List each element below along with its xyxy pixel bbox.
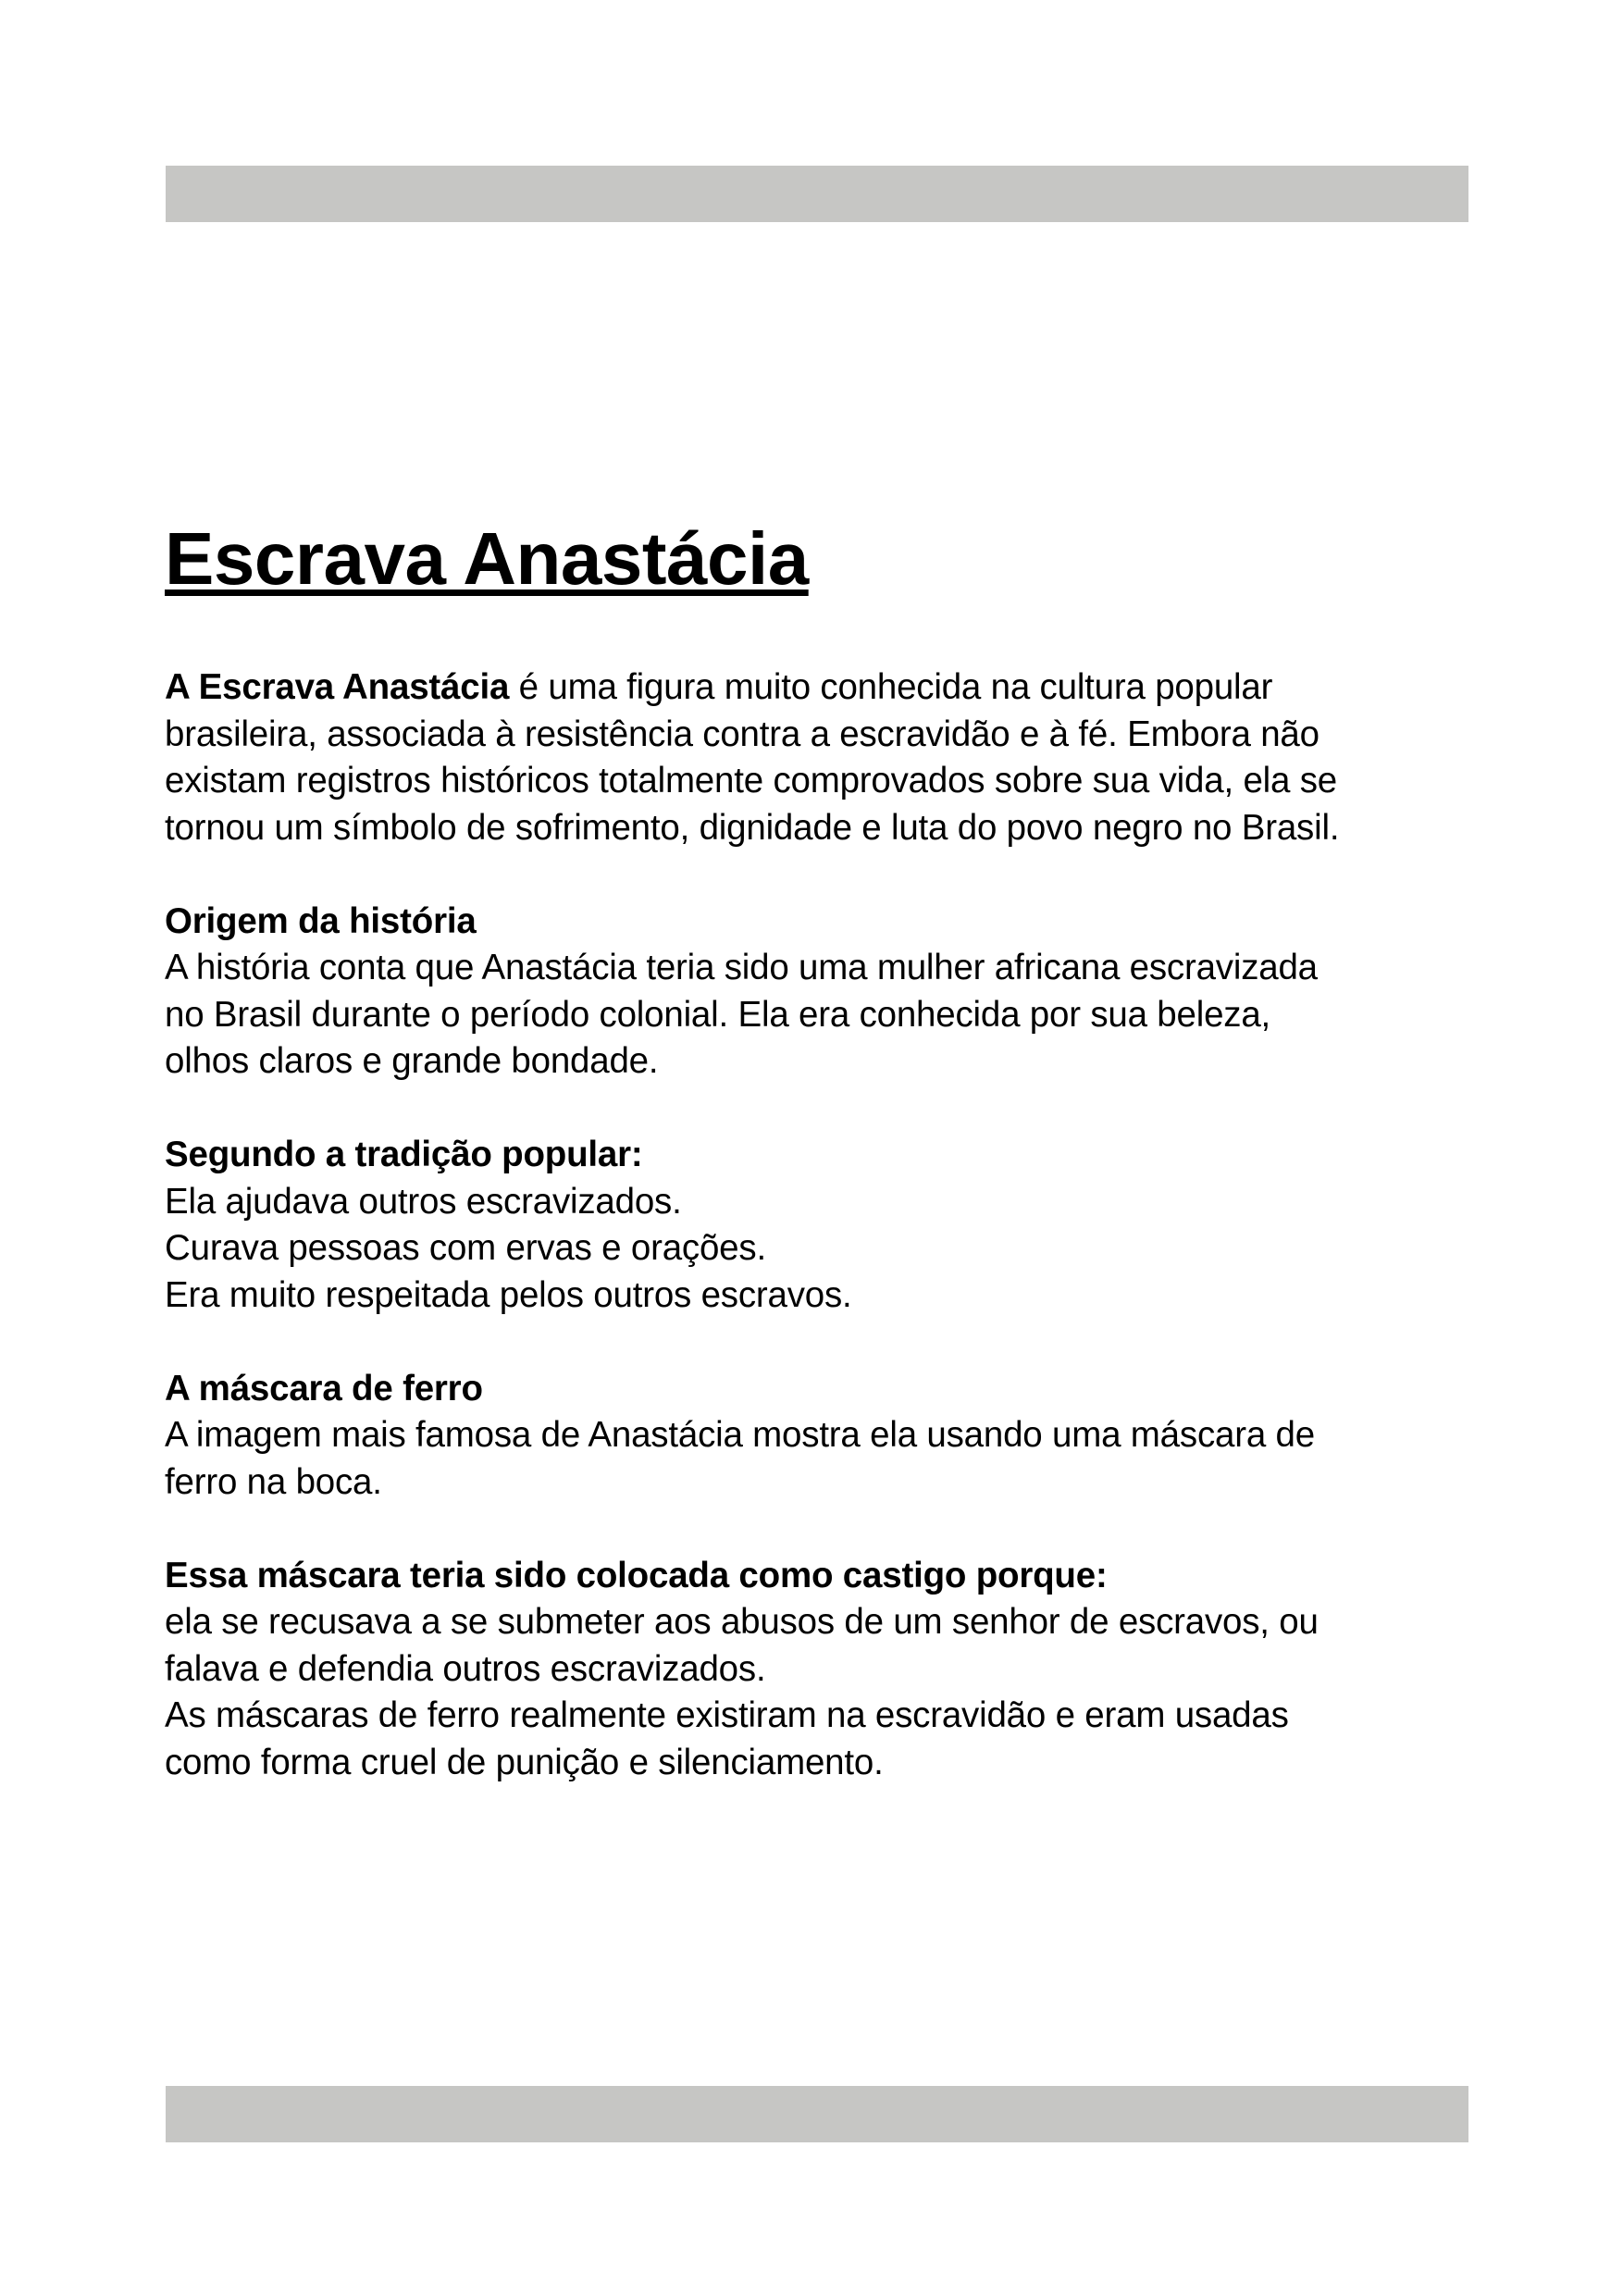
section-heading: A máscara de ferro [165, 1368, 483, 1409]
document-title: Escrava Anastácia [165, 517, 809, 600]
section-line: A imagem mais famosa de Anastácia mostra ela usando uma máscara de [165, 1415, 1315, 1455]
section-line: Curava pessoas com ervas e orações. [165, 1228, 766, 1268]
section-line: como forma cruel de punição e silenciamento. [165, 1742, 884, 1782]
section-line: Era muito respeitada pelos outros escravos. [165, 1274, 852, 1315]
section-castigo [165, 1553, 1479, 1787]
header-bar [166, 166, 1468, 222]
section-line: no Brasil durante o período colonial. Ela era conhecida por sua beleza, [165, 994, 1271, 1035]
intro-line: tornou um símbolo de sofrimento, dignidade e luta do povo negro no Brasil. [165, 807, 1340, 848]
intro-bold-lead: A Escrava Anastácia [165, 667, 510, 707]
section-line: ela se recusava a se submeter aos abusos de um senhor de escravos, ou [165, 1602, 1319, 1642]
section-line: Ela ajudava outros escravizados. [165, 1181, 682, 1222]
document-body [165, 664, 1479, 1833]
intro-paragraph [165, 664, 1479, 851]
section-heading: Origem da história [165, 900, 477, 941]
section-line: A história conta que Anastácia teria sido uma mulher africana escravizada [165, 948, 1318, 987]
section-mascara [165, 1366, 1479, 1507]
intro-line: brasileira, associada à resistência contra a escravidão e à fé. Embora não [165, 714, 1319, 754]
section-line: ferro na boca. [165, 1461, 382, 1502]
intro-line: existam registros históricos totalmente comprovados sobre sua vida, ela se [165, 761, 1337, 800]
section-heading: Segundo a tradição popular: [165, 1135, 643, 1174]
section-tradicao [165, 1132, 1479, 1319]
footer-bar [166, 2086, 1468, 2142]
intro-line: A Escrava Anastácia é uma figura muito conhecida na cultura popular [165, 667, 1273, 707]
section-line: olhos claros e grande bondade. [165, 1041, 659, 1081]
section-origem [165, 899, 1479, 1086]
section-line: As máscaras de ferro realmente existiram na escravidão e eram usadas [165, 1695, 1289, 1735]
section-line: falava e defendia outros escravizados. [165, 1648, 766, 1689]
section-heading: Essa máscara teria sido colocada como castigo porque: [165, 1555, 1108, 1595]
